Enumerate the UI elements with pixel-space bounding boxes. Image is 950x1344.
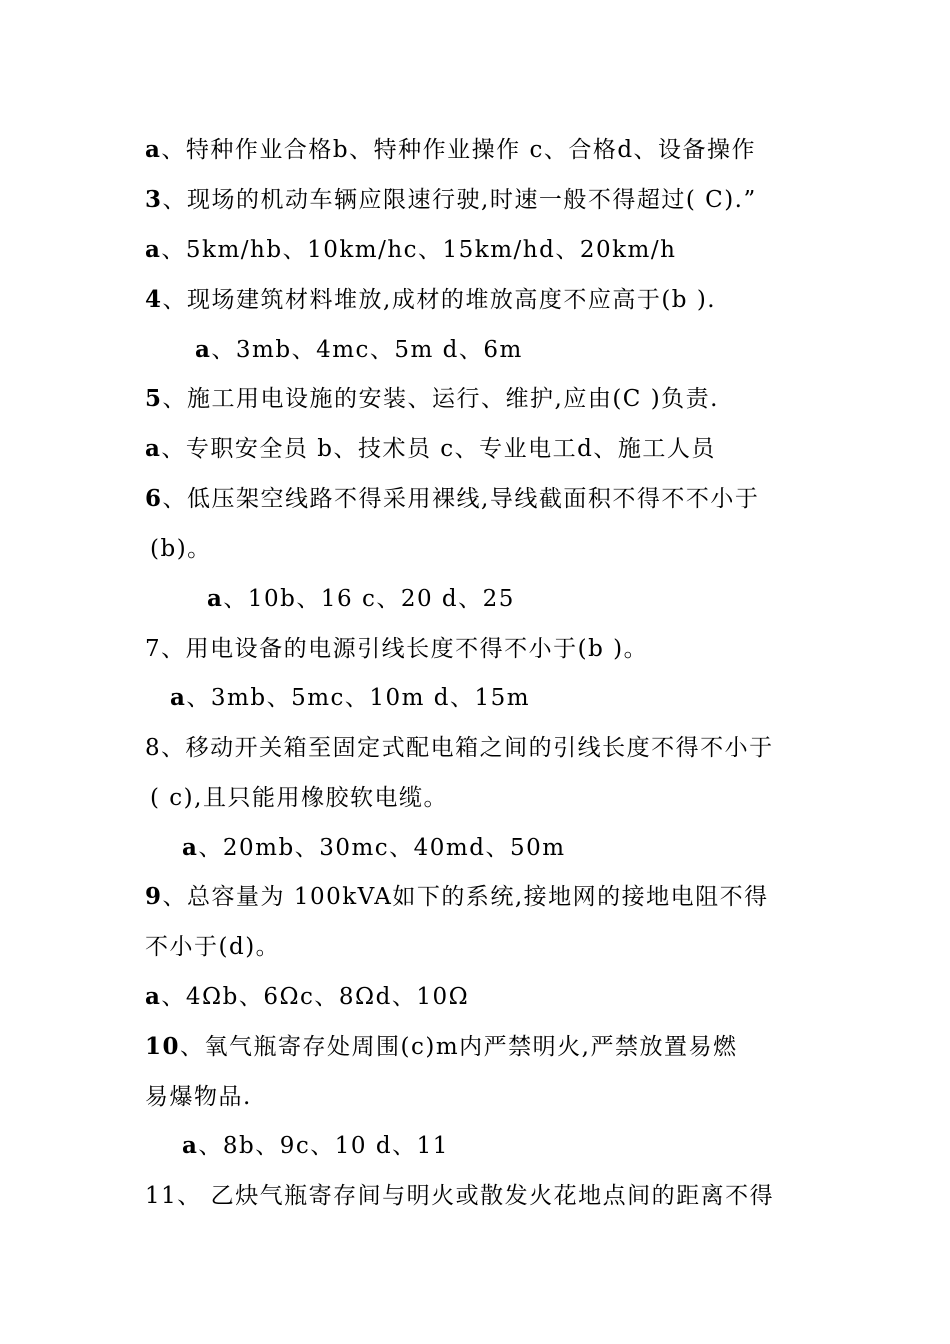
line-text: 、氧气瓶寄存处周围(c)m内严禁明火,严禁放置易燃 xyxy=(180,1034,738,1060)
line-text: 不小于(d)。 xyxy=(145,934,281,960)
line-text: ( c),且只能用橡胶软电缆。 xyxy=(150,785,448,811)
line-text: 、低压架空线路不得采用裸线,导线截面积不得不不小于 xyxy=(162,486,760,512)
line-text: 、5km/hb、10km/hc、15km/hd、20km/h xyxy=(161,237,677,263)
line-lead: a xyxy=(170,684,187,711)
line-lead: 6 xyxy=(145,485,163,512)
question-line xyxy=(145,484,759,514)
answer-options-line xyxy=(207,584,515,614)
question-line xyxy=(145,882,769,912)
question-line xyxy=(145,634,648,664)
question-line xyxy=(145,1181,774,1211)
line-text: 、10b、16 c、20 d、25 xyxy=(223,586,515,612)
line-lead: a xyxy=(145,435,162,462)
line-lead: a xyxy=(182,834,199,861)
line-text: 、现场建筑材料堆放,成材的堆放高度不应高于(b ). xyxy=(162,287,717,313)
line-text: 、3mb、4mc、5m d、6m xyxy=(211,337,523,363)
line-text: 8、移动开关箱至固定式配电箱之间的引线长度不得不小于 xyxy=(145,735,774,761)
line-text: 7、用电设备的电源引线长度不得不小于(b )。 xyxy=(145,636,649,662)
answer-options-line xyxy=(182,1131,449,1161)
line-lead: 9 xyxy=(145,883,163,910)
line-text: 、特种作业合格b、特种作业操作 c、合格d、设备操作 xyxy=(161,137,757,163)
answer-options-line xyxy=(145,982,469,1012)
line-lead: a xyxy=(145,236,162,263)
answer-options-line xyxy=(145,135,756,165)
line-lead: a xyxy=(207,585,224,612)
question-line xyxy=(145,185,757,215)
line-text: 11、 乙炔气瓶寄存间与明火或散发火花地点间的距离不得 xyxy=(145,1183,775,1209)
line-text: 、3mb、5mc、10m d、15m xyxy=(186,685,531,711)
line-lead: a xyxy=(145,983,162,1010)
answer-options-line xyxy=(145,434,716,464)
question-line xyxy=(145,384,719,414)
question-continuation-line xyxy=(150,783,448,813)
question-continuation-line xyxy=(145,1082,252,1112)
line-lead: a xyxy=(182,1132,199,1159)
answer-options-line xyxy=(170,683,530,713)
question-continuation-line xyxy=(150,534,212,564)
answer-options-line xyxy=(195,335,523,365)
line-text: 、专职安全员 b、技术员 c、专业电工d、施工人员 xyxy=(161,436,716,462)
question-line xyxy=(145,1032,737,1062)
answer-options-line xyxy=(182,833,566,863)
line-text: 、总容量为 100kVA如下的系统,接地网的接地电阻不得 xyxy=(162,884,769,910)
line-text: 、现场的机动车辆应限速行驶,时速一般不得超过( C).” xyxy=(162,187,757,213)
line-lead: 4 xyxy=(145,286,163,313)
question-line xyxy=(145,285,716,315)
question-line xyxy=(145,733,774,763)
line-lead: a xyxy=(145,136,162,163)
line-lead: 3 xyxy=(145,186,163,213)
line-lead: 5 xyxy=(145,385,163,412)
line-text: 、20mb、30mc、40md、50m xyxy=(198,835,566,861)
line-text: 易爆物品. xyxy=(145,1084,252,1110)
line-text: (b)。 xyxy=(150,536,212,562)
line-text: 、施工用电设施的安装、运行、维护,应由(C )负责. xyxy=(162,386,719,412)
line-text: 、4Ωb、6Ωc、8Ωd、10Ω xyxy=(161,984,470,1010)
question-continuation-line xyxy=(145,932,280,962)
line-lead: 10 xyxy=(145,1033,181,1060)
answer-options-line xyxy=(145,235,676,265)
line-lead: a xyxy=(195,336,212,363)
line-text: 、8b、9c、10 d、11 xyxy=(198,1133,449,1159)
